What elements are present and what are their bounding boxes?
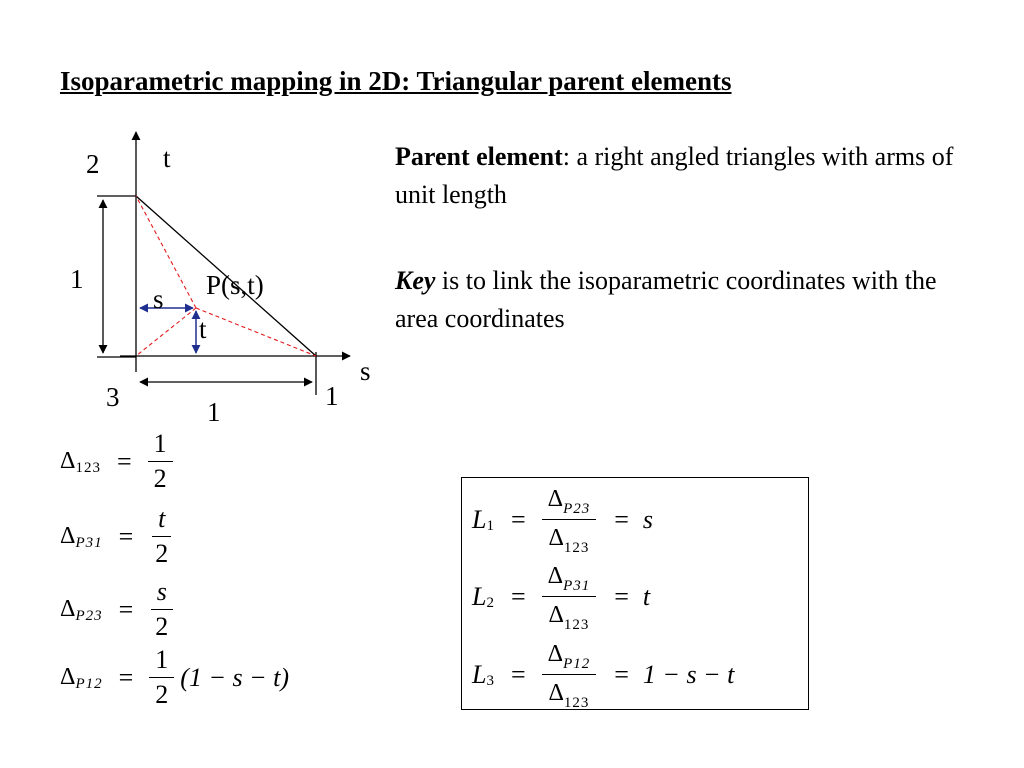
key-rest: is to link the isoparametric coordinates with the area coordinates [395, 266, 937, 333]
denominator: 2 [153, 464, 167, 493]
den-sub: 123 [563, 540, 590, 556]
denominator: 2 [155, 539, 169, 568]
l-sub: 2 [486, 595, 495, 611]
eq-sign: = [614, 581, 629, 611]
denominator [542, 675, 595, 710]
eq-sign: = [118, 594, 134, 624]
l-symbol: L [472, 504, 487, 534]
numerator [542, 639, 597, 675]
eq-sign: = [510, 504, 526, 534]
horizontal-dimension-label: 1 [207, 397, 221, 427]
eq-sign: = [510, 659, 526, 689]
t-marker-label: t [199, 314, 207, 344]
fraction [542, 561, 597, 632]
num-sub: P31 [563, 578, 591, 594]
eq-sign: = [614, 659, 629, 689]
triangle-symbol: Δ [548, 602, 564, 628]
fraction [542, 639, 597, 710]
triangle-symbol: Δ [60, 596, 76, 622]
fraction [542, 484, 597, 555]
triangle-symbol: Δ [548, 680, 564, 706]
eq-sign: = [510, 581, 526, 611]
triangle-symbol: Δ [547, 641, 564, 667]
fraction [149, 646, 174, 709]
triangle-symbol: Δ [60, 664, 76, 690]
node-1-label: 1 [325, 381, 339, 411]
eq-l2 [472, 561, 650, 632]
dashed-p-to-node3 [136, 308, 196, 356]
eq-sub: P31 [75, 535, 103, 551]
eq-sign: = [118, 662, 134, 692]
fraction [149, 578, 174, 641]
node-3-label: 3 [106, 382, 120, 412]
triangle-symbol: Δ [547, 486, 564, 512]
key-bold: Key [395, 266, 436, 295]
parent-element-text [395, 138, 975, 214]
s-axis-label: s [360, 356, 371, 386]
page-title: Isoparametric mapping in 2D: Triangular parent elements [60, 66, 732, 96]
t-axis-label: t [163, 143, 171, 173]
eq-sign: = [614, 504, 629, 534]
rhs: 1 − s − t [642, 659, 735, 689]
denominator [542, 597, 595, 632]
key-text [395, 262, 955, 338]
dashed-p-to-node1 [196, 308, 316, 356]
numerator: t [152, 505, 171, 537]
eq-delta-p23 [60, 578, 176, 641]
eq-sign: = [116, 446, 132, 476]
eq-sub: P23 [75, 608, 103, 624]
eq-l3 [472, 639, 734, 710]
den-sub: 123 [563, 695, 590, 711]
num-sub: P23 [563, 501, 591, 517]
triangle-symbol: Δ [547, 563, 564, 589]
numerator: 1 [149, 646, 174, 678]
triangle-symbol: Δ [60, 448, 76, 474]
l-sub: 1 [486, 518, 495, 534]
rhs: s [642, 504, 654, 534]
rhs: t [642, 581, 651, 611]
eq-sign: = [118, 521, 134, 551]
numerator [542, 484, 597, 520]
triangle-symbol: Δ [548, 525, 564, 551]
eq-sub: 123 [75, 460, 101, 476]
den-sub: 123 [563, 617, 590, 633]
num-sub: P12 [563, 656, 591, 672]
eq-delta-123 [60, 430, 175, 493]
l-sub: 3 [486, 673, 495, 689]
denominator: 2 [155, 612, 169, 641]
fraction [149, 505, 174, 568]
numerator: s [151, 578, 173, 610]
denominator: 2 [155, 680, 169, 709]
area-coordinates-box [461, 477, 809, 710]
eq-delta-p31 [60, 505, 176, 568]
triangle-symbol: Δ [60, 523, 76, 549]
l-symbol: L [472, 659, 487, 689]
parent-element-rest: : a right angled triangles with arms of unit length [395, 142, 954, 209]
eq-l1 [472, 484, 653, 555]
s-marker-label: s [153, 284, 164, 314]
eq-delta-p12 [60, 646, 289, 709]
vertical-dimension-label: 1 [70, 264, 84, 294]
eq-sub: P12 [75, 676, 103, 692]
fraction [148, 430, 173, 493]
numerator [542, 561, 597, 597]
dashed-p-to-node2 [136, 196, 196, 308]
denominator [542, 520, 595, 555]
l-symbol: L [472, 581, 487, 611]
node-2-label: 2 [86, 149, 100, 179]
point-p-label: P(s,t) [206, 270, 264, 300]
parent-element-bold: Parent element [395, 142, 563, 171]
numerator: 1 [148, 430, 173, 462]
eq-tail: (1 − s − t) [180, 662, 290, 692]
